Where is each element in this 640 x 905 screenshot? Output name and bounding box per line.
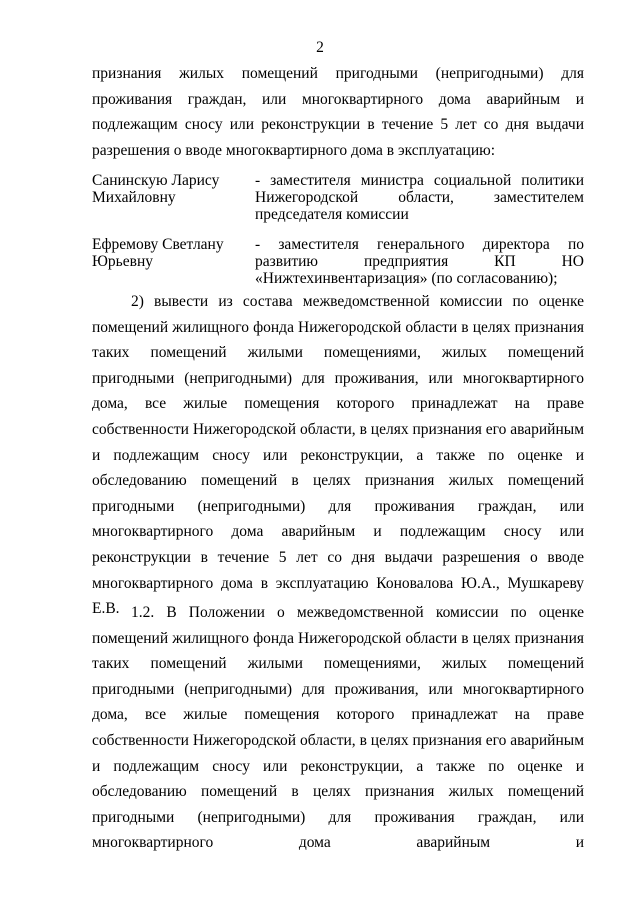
- member-name: Ефремову Светлану Юрьевну: [92, 236, 224, 270]
- continuation-text: признания жилых помещений пригодными (непригодными) для проживания граждан, или многоквартирного дома аварийным и подлежащим сносу или реконструкции в течение 5 лет со дня выдачи разрешения о вводе многоквартирного дома в эксплуатацию:: [92, 65, 584, 159]
- item-1-2-text: 1.2. В Положении о межведомственной комиссии по оценке помещений жилищного фонда Нижегородской области в целях признания таких помещений жилыми помещениями, жилых помещений пригодными (непригодными) для проживания, или многоквартирного дома, все жилые помещения которого принадлежат на праве собственности Нижегородской области, в целях признания его аварийным и подлежащим сносу или реконструкции, а также по оценке и обследованию помещений в целях признания жилых помещений пригодными (непригодными) для проживания граждан, или многоквартирного дома аварийным и: [92, 604, 584, 852]
- member-role: - заместителя министра социальной политики Нижегородской области, заместителем председателя комиссии: [255, 172, 584, 223]
- item-2-text: 2) вывести из состава межведомственной комиссии по оценке помещений жилищного фонда Нижегородской области в целях признания таких помещений жилыми помещениями, жилых помещений пригодными (непригодными) для проживания, или многоквартирного дома, все жилые помещения которого принадлежат на праве собственности Нижегородской области, в целях признания его аварийным и подлежащим сносу или реконструкции, а также по оценке и обследованию помещений в целях признания жилых помещений пригодными (непригодными) для проживания граждан, или многоквартирного дома аварийным и подлежащим сносу или реконструкции в течение 5 лет со дня выдачи разрешения о вводе многоквартирного дома в эксплуатацию Коновалова Ю.А., Мушкареву Е.В.: [92, 293, 584, 618]
- paragraph-continuation: [92, 61, 584, 163]
- member-entry-saninskaya: [92, 172, 584, 223]
- item-1-2-paragraph: [92, 600, 584, 856]
- member-name: Санинскую Ларису Михайловну: [92, 172, 220, 206]
- item-2-paragraph: [92, 289, 584, 622]
- member-entry-efremova: [92, 236, 584, 287]
- member-role: - заместителя генерального директора по развитию предприятия КП НО «Нижтехинвентаризация» (по согласованию);: [255, 236, 584, 287]
- page-number: 2: [316, 39, 324, 56]
